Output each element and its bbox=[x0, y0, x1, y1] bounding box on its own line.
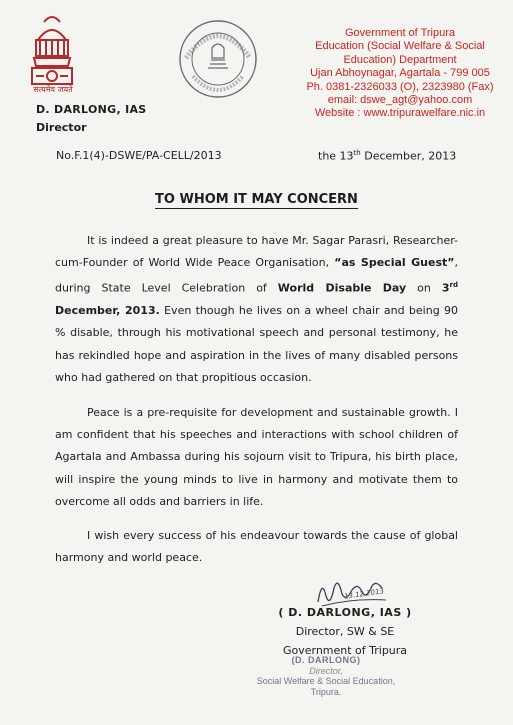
signatory-organisation: Government of Tripura bbox=[282, 644, 408, 657]
letterhead-phone: Ph. 0381-2326033 (O), 2323980 (Fax) bbox=[306, 80, 494, 93]
para1-text-2: , during State Level Celebration of bbox=[55, 256, 458, 296]
date-day: the 13 bbox=[318, 149, 354, 163]
stamp-name: (D. DARLONG) bbox=[291, 655, 361, 665]
emblem-motto: सत्यमेव जयते bbox=[33, 85, 73, 94]
stamp-title: Director, bbox=[309, 665, 343, 676]
sender-title: Director bbox=[36, 121, 87, 134]
para1-bold-guest: “as Special Guest” bbox=[334, 256, 455, 270]
paragraph-introduction bbox=[55, 230, 458, 389]
signatory-name: ( D. DARLONG, IAS ) bbox=[278, 606, 412, 619]
sender-name: D. DARLONG, IAS bbox=[36, 103, 147, 116]
sender-block bbox=[36, 101, 147, 137]
date-month-year: December, 2013 bbox=[360, 149, 457, 163]
heading-text: TO WHOM IT MAY CONCERN bbox=[155, 192, 358, 207]
letterhead-address: Ujan Abhoynagar, Agartala - 799 005 bbox=[310, 67, 490, 80]
letterhead bbox=[293, 27, 507, 121]
para1-bold-event: World Disable Day bbox=[277, 282, 407, 296]
letter-date bbox=[318, 149, 456, 163]
department-seal-icon bbox=[177, 18, 259, 100]
official-stamp bbox=[246, 655, 406, 697]
para2-text: Peace is a pre-requisite for development and sustainable growth. I am confident that his speeches and interactions with school children of Agartala and Ambassa during his sojourn visit to Tripura, his birth place, will inspire the young minds to live in harmony and motivate them to overcome all odds and barriers in life. bbox=[55, 406, 458, 508]
signatory-block bbox=[270, 603, 420, 660]
reference-number: No.F.1(4)-DSWE/PA-CELL/2013 bbox=[56, 149, 222, 162]
page-title bbox=[0, 192, 513, 207]
para1-text-4: Even though he lives on a wheel chair and being 90 % disable, through his motivational speech and personal testimony, he has rekindled hope and aspiration in the lives of many disabled persons who had gathered on that propitious occasion. bbox=[55, 304, 458, 384]
date-ordinal: th bbox=[353, 149, 361, 157]
letterhead-department-2: Education) Department bbox=[343, 53, 457, 66]
stamp-state: Tripura. bbox=[310, 686, 342, 697]
para1-text-3: on bbox=[406, 282, 442, 296]
stamp-department: Social Welfare & Social Education, bbox=[256, 676, 396, 686]
para1-text-1: It is indeed a great pleasure to have Mr. Sagar Parasri, Researcher-cum-Founder of World Wide Peace Organisation, bbox=[55, 234, 458, 270]
letterhead-website: Website : www.tripurawelfare.nic.in bbox=[314, 107, 486, 120]
paragraph-wishes bbox=[55, 525, 458, 569]
letterhead-government: Government of Tripura bbox=[344, 27, 456, 39]
signature-date: 13.12.2013 bbox=[343, 587, 385, 601]
para1-bold-ordinal: rd bbox=[449, 281, 458, 290]
signatory-title: Director, SW & SE bbox=[295, 625, 395, 638]
letterhead-department-1: Education (Social Welfare & Social bbox=[315, 40, 485, 53]
letterhead-email: email: dswe_agt@yahoo.com bbox=[327, 94, 473, 107]
para3-text: I wish every success of his endeavour towards the cause of global harmony and world peace. bbox=[55, 529, 458, 565]
paragraph-peace bbox=[55, 402, 458, 513]
para1-bold-date: December, 2013. bbox=[55, 304, 160, 318]
para1-bold-day: 3 bbox=[441, 282, 450, 296]
